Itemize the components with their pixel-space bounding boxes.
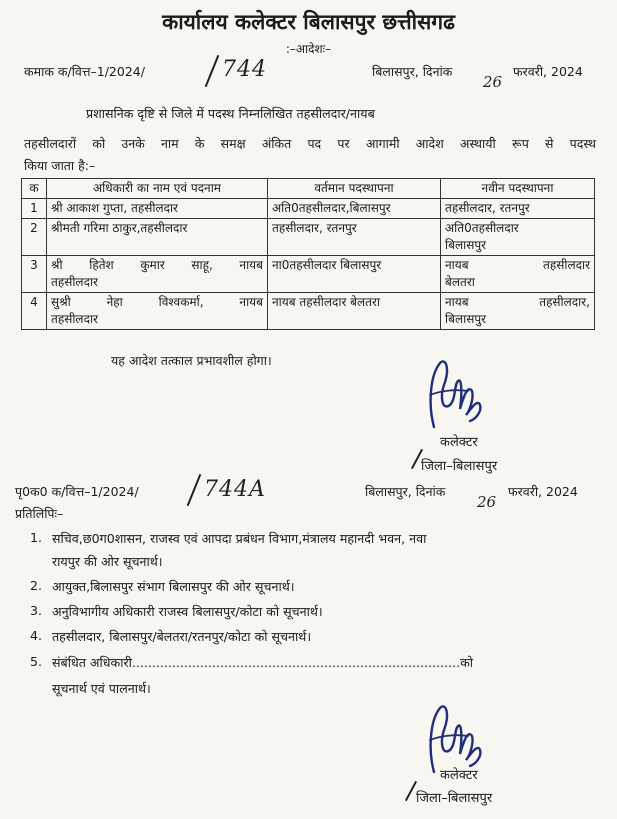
order-number xyxy=(24,63,145,80)
order-place-date xyxy=(372,63,452,80)
row-officer-name-line: श्रीमती गरिमा ठाकुर,तहसीलदार xyxy=(51,221,188,235)
endorsement-day-handwritten: 26 xyxy=(477,493,497,511)
row-new-posting-line: अति0तहसीलदार xyxy=(445,221,519,235)
copy-item-num: 2. xyxy=(30,578,43,593)
collector-signature-1 xyxy=(420,355,490,433)
row-new-posting-line: बिलासपुर xyxy=(445,312,487,326)
copy-item-text: तहसीलदार, बिलासपुर/बेलतरा/रतनपुर/कोटा को सूचनार्थ। xyxy=(52,629,312,644)
copy-item-text: अनुविभागीय अधिकारी राजस्व बिलासपुर/कोटा को सूचनार्थ। xyxy=(52,604,323,619)
row-new-posting-line: तहसीलदार, रतनपुर xyxy=(445,201,530,215)
signature1-designation: कलेक्टर xyxy=(440,435,478,450)
endorsement-number-prefix: पृ0क0 क/वित्त–1/2024/ xyxy=(15,484,139,499)
row-officer-name-line: सुश्री नेहा विश्वकर्मा, नायब xyxy=(51,295,263,309)
row-new-posting xyxy=(441,219,595,256)
copy-item-num: 3. xyxy=(30,603,43,618)
copy-item-text: आयुक्त,बिलासपुर संभाग बिलासपुर की ओर सूचनार्थ। xyxy=(52,579,295,594)
row-officer-name-line: तहसीलदार xyxy=(51,275,98,289)
intro-line-3: किया जाता है:– xyxy=(24,158,96,173)
copy-item-text: संबंधित अधिकारी..................................................................................को xyxy=(52,655,474,670)
order-day-handwritten: 26 xyxy=(483,73,503,91)
order-month-year: फरवरी, 2024 xyxy=(513,64,583,79)
row-current-posting: ना0तहसीलदार बिलासपुर xyxy=(268,256,441,293)
copy-item-text-cont: रायपुर की ओर सूचनार्थ। xyxy=(52,554,163,569)
endorsement-number xyxy=(15,483,139,500)
row-new-posting-line: बिलासपुर xyxy=(445,238,487,252)
endorsement-number-handwritten-slash xyxy=(187,474,202,506)
endorsement-place-date-prefix: बिलासपुर, दिनांक xyxy=(365,484,446,499)
header-officer-name: अधिकारी का नाम एवं पदनाम xyxy=(47,179,268,199)
row-new-posting-line: नायब तहसीलदार xyxy=(445,258,590,272)
header-serial: क xyxy=(22,179,47,199)
row-serial: 1 xyxy=(22,199,47,219)
header-new-posting: नवीन पदस्थापना xyxy=(441,179,595,199)
row-officer-name xyxy=(47,293,268,330)
order-heading: :–आदेशः– xyxy=(285,42,332,56)
row-serial: 2 xyxy=(22,219,47,256)
copy-heading: प्रतिलिपिः– xyxy=(15,506,64,521)
row-serial: 4 xyxy=(22,293,47,330)
order-number-handwritten: 744 xyxy=(222,57,267,82)
row-officer-name-line: तहसीलदार xyxy=(51,312,98,326)
copy-item-text: सचिव,छ0ग0शासन, राजस्व एवं आपदा प्रबंधन विभाग,मंत्रालय महानदी भवन, नवा xyxy=(52,531,427,546)
endorsement-month-year: फरवरी, 2024 xyxy=(508,484,578,499)
endorsement-number-handwritten: 744A xyxy=(204,477,266,502)
row-officer-name-line: श्री आकाश गुप्ता, तहसीलदार xyxy=(51,201,178,215)
office-title: कार्यालय कलेक्टर बिलासपुर छत्तीसगढ xyxy=(162,10,455,34)
intro-line-1: प्रशासनिक दृष्टि से जिले में पदस्थ निम्नलिखित तहसीलदार/नायब xyxy=(86,106,375,121)
row-new-posting xyxy=(441,256,595,293)
order-number-prefix: कमाक क/वित्त–1/2024/ xyxy=(24,64,145,79)
row-new-posting-line: नायब तहसीलदार, xyxy=(445,295,590,309)
signature1-office: जिला–बिलासपुर xyxy=(421,459,498,474)
signature2-office: जिला–बिलासपुर xyxy=(416,791,493,806)
row-current-posting: तहसीलदार, रतनपुर xyxy=(268,219,441,256)
row-officer-name xyxy=(47,199,268,219)
intro-line-2: तहसीलदारों को उनके नाम के समक्ष अंकित पद पर आगामी आदेश अस्थायी रूप से पदस्थ xyxy=(24,136,596,151)
row-serial: 3 xyxy=(22,256,47,293)
header-current-posting: वर्तमान पदस्थापना xyxy=(268,179,441,199)
copy-item-num: 4. xyxy=(30,628,43,643)
row-new-posting-line: बेलतरा xyxy=(445,275,475,289)
table-row xyxy=(22,256,595,293)
signature2-designation: कलेक्टर xyxy=(440,768,478,783)
row-officer-name xyxy=(47,219,268,256)
copy-item-text-cont: सूचनार्थ एवं पालनार्थ। xyxy=(52,681,151,696)
order-place-date-prefix: बिलासपुर, दिनांक xyxy=(372,64,453,79)
row-new-posting xyxy=(441,199,595,219)
order-number-handwritten-slash xyxy=(205,55,220,87)
posting-table xyxy=(21,178,595,330)
row-officer-name xyxy=(47,256,268,293)
table-header-row xyxy=(22,179,595,199)
row-current-posting: नायब तहसीलदार बेलतरा xyxy=(268,293,441,330)
table-row xyxy=(22,199,595,219)
endorsement-place-date xyxy=(365,483,445,500)
copy-item-num: 1. xyxy=(30,530,43,545)
table-row xyxy=(22,219,595,256)
row-officer-name-line: श्री हितेश कुमार साहू, नायब xyxy=(51,258,263,272)
row-new-posting xyxy=(441,293,595,330)
effect-statement: यह आदेश तत्काल प्रभावशील होगा। xyxy=(111,353,272,368)
row-current-posting: अति0तहसीलदार,बिलासपुर xyxy=(268,199,441,219)
table-row xyxy=(22,293,595,330)
copy-item-num: 5. xyxy=(30,654,43,669)
